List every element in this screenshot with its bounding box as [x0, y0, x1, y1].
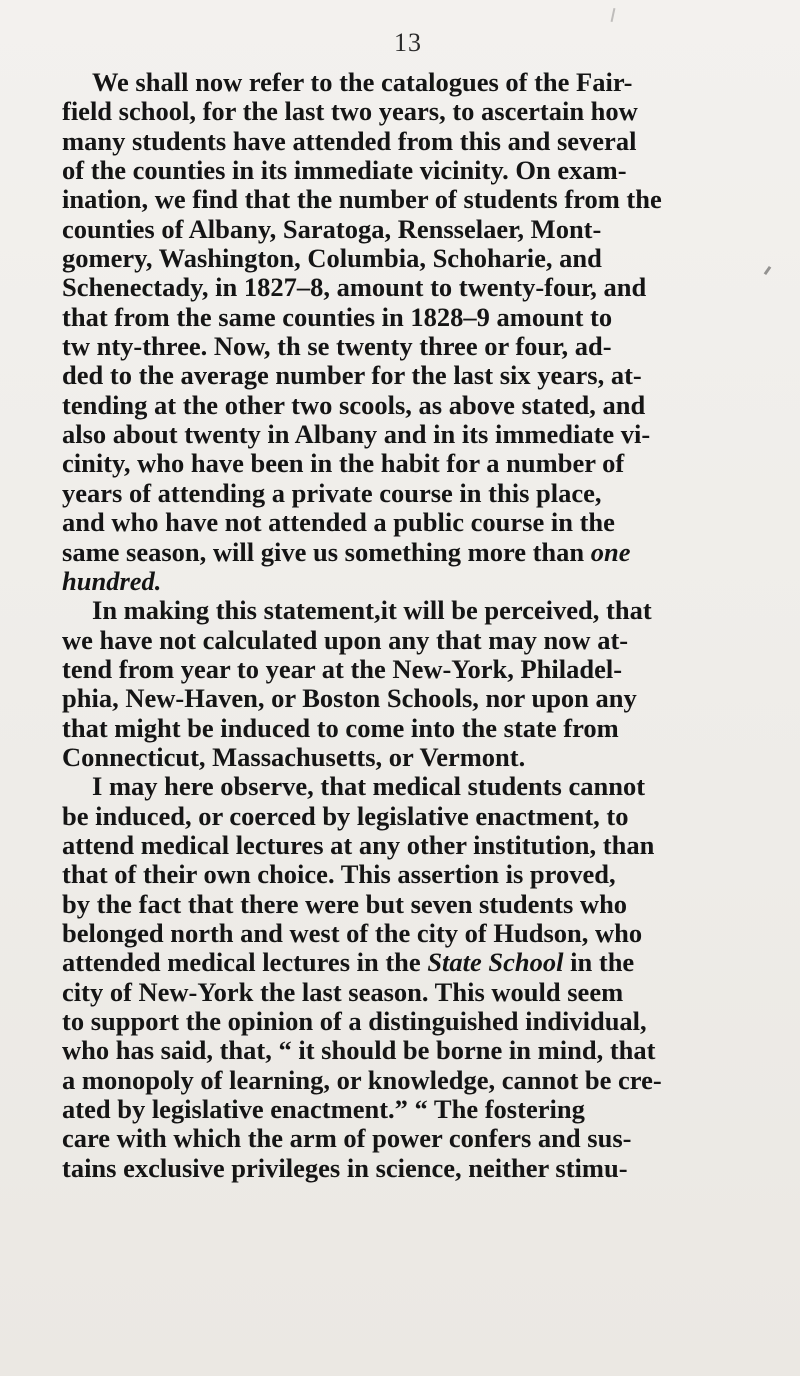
- text-line: [62, 97, 792, 126]
- text-line: [62, 420, 792, 449]
- text-line: [62, 1154, 792, 1183]
- text-line: [62, 391, 792, 420]
- text-line: [62, 655, 792, 684]
- text-line: [62, 948, 792, 977]
- text-run: belonged north and west of the city of Hudson, who: [62, 917, 643, 948]
- text-run: many students have attended from this and several: [62, 125, 637, 156]
- text-run: Schenectady, in 1827–8, amount to twenty-four, and: [62, 272, 647, 303]
- text-run: also about twenty in Albany and in its immediate vi-: [62, 419, 651, 450]
- text-line: [62, 772, 792, 801]
- text-line: [62, 361, 792, 390]
- text-line: [62, 127, 792, 156]
- text-line: [62, 684, 792, 713]
- text-run: field school, for the last two years, to ascertain how: [62, 96, 638, 127]
- text-line: [62, 273, 792, 302]
- text-line: [62, 567, 792, 596]
- text-run: by the fact that there were but seven students who: [62, 888, 628, 919]
- text-line: [62, 831, 792, 860]
- text-run: tend from year to year at the New-York, Philadel-: [62, 653, 623, 684]
- italic-text: State School: [427, 947, 564, 978]
- text-run: that of their own choice. This assertion is proved,: [62, 859, 616, 890]
- text-line: [62, 185, 792, 214]
- text-line: [62, 508, 792, 537]
- text-run: ination, we find that the number of students from the: [62, 184, 662, 215]
- text-line: [62, 743, 792, 772]
- text-run: ated by legislative enactment.” “ The fostering: [62, 1094, 585, 1125]
- text-run: tains exclusive privileges in science, neither stimu-: [62, 1152, 628, 1183]
- text-run: gomery, Washington, Columbia, Schoharie, and: [62, 243, 602, 274]
- text-run: tending at the other two scools, as above stated, and: [62, 389, 646, 420]
- text-line: [62, 68, 792, 97]
- text-run: In making this statement,it will be perceived, that: [92, 595, 652, 626]
- italic-text: hundred.: [62, 565, 162, 596]
- text-line: [62, 860, 792, 889]
- text-run: we have not calculated upon any that may now at-: [62, 624, 629, 655]
- text-run: city of New-York the last season. This would seem: [62, 976, 624, 1007]
- text-run: counties of Albany, Saratoga, Rensselaer, Mont-: [62, 213, 602, 244]
- text-line: [62, 1095, 792, 1124]
- text-line: [62, 449, 792, 478]
- text-run: be induced, or coerced by legislative enactment, to: [62, 800, 629, 831]
- text-line: [62, 479, 792, 508]
- text-run: cinity, who have been in the habit for a number of: [62, 448, 625, 479]
- page-number: 13: [394, 28, 422, 57]
- text-run: I may here observe, that medical students cannot: [92, 771, 646, 802]
- text-run: attend medical lectures at any other institution, than: [62, 829, 655, 860]
- text-run: in the: [563, 947, 635, 978]
- margin-mark: [611, 8, 616, 22]
- text-run: that might be induced to come into the state from: [62, 712, 619, 743]
- text-line: [62, 919, 792, 948]
- text-line: [62, 626, 792, 655]
- text-run: same season, will give us something more than: [62, 536, 591, 567]
- text-line: [62, 156, 792, 185]
- text-run: care with which the arm of power confers and sus-: [62, 1123, 632, 1154]
- text-line: [62, 802, 792, 831]
- text-line: [62, 244, 792, 273]
- text-line: [62, 1036, 792, 1065]
- text-line: [62, 596, 792, 625]
- body-text: [62, 68, 792, 1183]
- text-run: of the counties in its immediate vicinity. On exam-: [62, 155, 627, 186]
- text-line: [62, 332, 792, 361]
- text-run: ded to the average number for the last six years, at-: [62, 360, 642, 391]
- text-line: [62, 714, 792, 743]
- text-line: [62, 1124, 792, 1153]
- text-line: [62, 890, 792, 919]
- text-run: a monopoly of learning, or knowledge, cannot be cre-: [62, 1064, 662, 1095]
- text-run: tw nty-three. Now, th se twenty three or four, ad-: [62, 331, 612, 362]
- text-line: [62, 215, 792, 244]
- text-line: [62, 978, 792, 1007]
- text-run: and who have not attended a public course in the: [62, 507, 615, 538]
- text-run: attended medical lectures in the: [62, 947, 428, 978]
- text-line: [62, 1007, 792, 1036]
- text-run: to support the opinion of a distinguished individual,: [62, 1006, 647, 1036]
- text-line: [62, 538, 792, 567]
- italic-text: one: [590, 536, 631, 567]
- text-run: We shall now refer to the catalogues of the Fair-: [92, 67, 633, 97]
- text-run: Connecticut, Massachusetts, or Vermont.: [62, 741, 526, 772]
- text-line: [62, 303, 792, 332]
- text-run: who has said, that, “ it should be borne in mind, that: [62, 1035, 656, 1066]
- text-run: that from the same counties in 1828–9 amount to: [62, 301, 613, 332]
- text-line: [62, 1066, 792, 1095]
- text-run: years of attending a private course in this place,: [62, 477, 602, 508]
- text-run: phia, New-Haven, or Boston Schools, nor upon any: [62, 683, 637, 714]
